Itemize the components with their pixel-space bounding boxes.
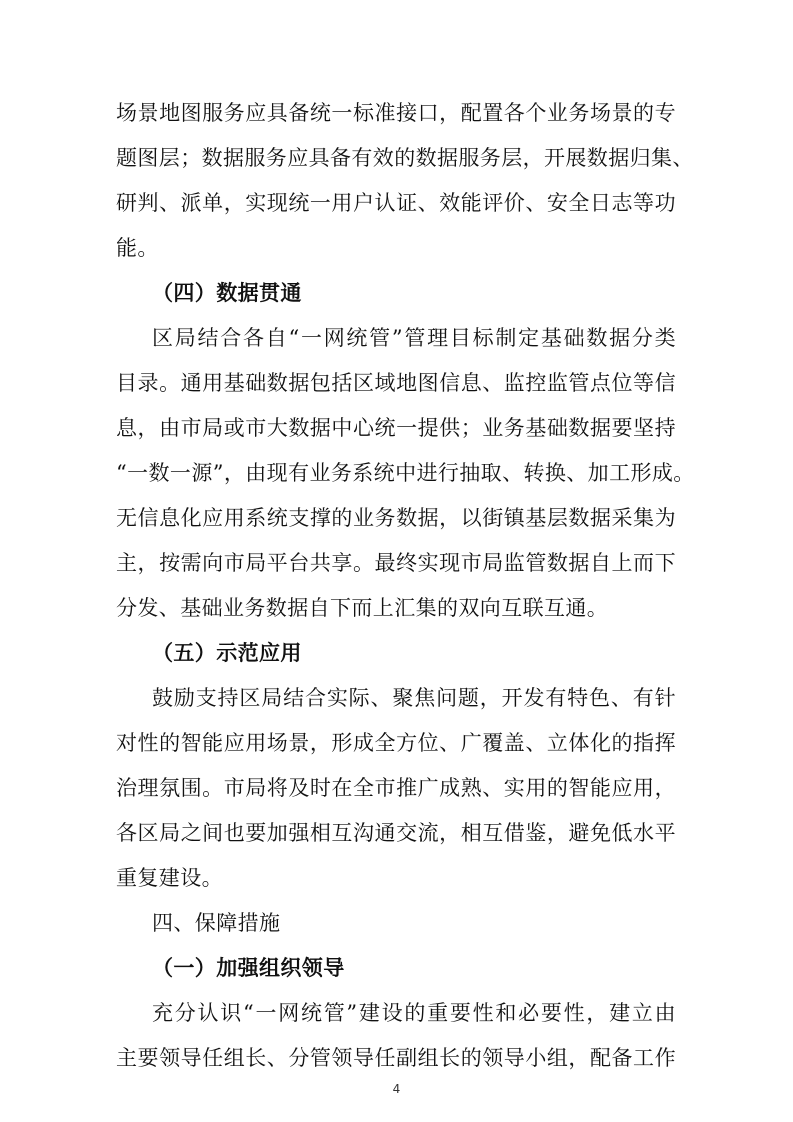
text-line-16: 治理氛围。市局将及时在全市推广成熟、实用的智能应用， xyxy=(116,776,676,800)
text-line-3: 研判、派单，实现统一用户认证、效能评价、安全日志等功 xyxy=(116,191,676,215)
text-line-8: 息，由市局或市大数据中心统一提供；业务基础数据要坚持 xyxy=(116,416,676,440)
text-line-10: 无信息化应用系统支撑的业务数据，以街镇基层数据采集为 xyxy=(116,506,676,530)
text-line-9: “一数一源”，由现有业务系统中进行抽取、转换、加工形成。 xyxy=(116,461,695,485)
text-line-22: 主要领导任组长、分管领导任副组长的领导小组，配备工作 xyxy=(116,1046,676,1070)
section-heading-safeguards: 四、保障措施 xyxy=(152,911,281,935)
text-line-17: 各区局之间也要加强相互沟通交流，相互借鉴，避免低水平 xyxy=(116,821,676,845)
text-line-7: 目录。通用基础数据包括区域地图信息、监控监管点位等信 xyxy=(116,371,676,395)
text-line-15: 对性的智能应用场景，形成全方位、广覆盖、立体化的指挥 xyxy=(116,731,676,755)
text-line-2: 题图层；数据服务应具备有效的数据服务层，开展数据归集、 xyxy=(116,146,694,170)
subheading-data-connectivity: （四）数据贯通 xyxy=(152,281,302,305)
text-line-12: 分发、基础业务数据自下而上汇集的双向互联互通。 xyxy=(116,596,609,620)
text-line-11: 主，按需向市局平台共享。最终实现市局监管数据自上而下 xyxy=(116,551,676,575)
text-line-18: 重复建设。 xyxy=(116,866,223,890)
subheading-strengthen-leadership: （一）加强组织领导 xyxy=(152,956,345,980)
subheading-demonstration-application: （五）示范应用 xyxy=(152,641,302,665)
text-line-1: 场景地图服务应具备统一标准接口，配置各个业务场景的专 xyxy=(116,101,676,125)
text-line-21: 充分认识“一网统管”建设的重要性和必要性，建立由 xyxy=(152,1001,676,1025)
text-line-6: 区局结合各自“一网统管”管理目标制定基础数据分类 xyxy=(152,326,676,350)
text-line-14: 鼓励支持区局结合实际、聚焦问题，开发有特色、有针 xyxy=(152,686,676,710)
page-number: 4 xyxy=(392,1082,401,1096)
text-line-4: 能。 xyxy=(116,236,159,260)
